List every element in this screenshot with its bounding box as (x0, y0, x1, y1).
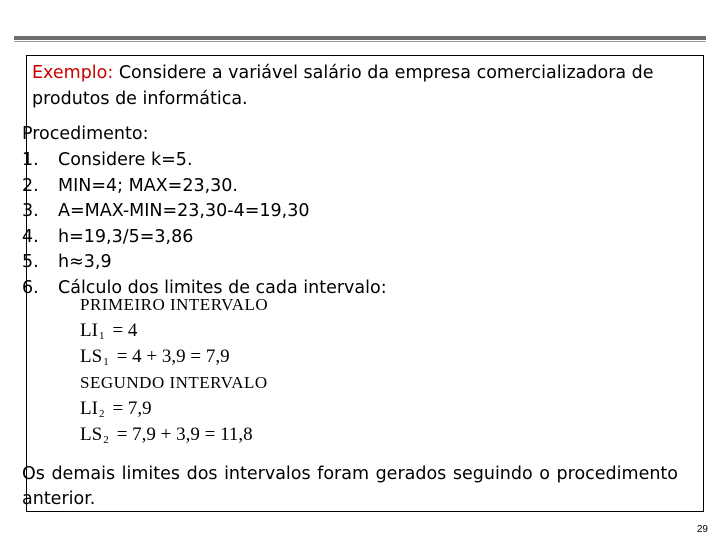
step-number: 6. (22, 277, 39, 298)
example-label: Exemplo: (32, 63, 114, 83)
li2-label: LI (80, 398, 98, 419)
second-interval-heading: SEGUNDO INTERVALO (80, 373, 268, 392)
step-item (22, 225, 387, 251)
li1-expression: = 4 (112, 320, 138, 341)
ls2-label: LS (80, 424, 103, 445)
ls1-expression: = 4 + 3,9 = 7,9 (116, 346, 230, 367)
ls2-subscript: 2 (103, 434, 109, 446)
step-item (22, 199, 387, 225)
example-box (28, 57, 684, 113)
li2-equation (80, 396, 268, 422)
ls2-equation (80, 422, 268, 448)
li1-label: LI (80, 320, 98, 341)
example-text: Considere a variável salário da empresa comercializadora de produtos de informática. (32, 63, 654, 109)
closing-text: Os demais limites dos intervalos foram gerados seguindo o procedimento anterior. (22, 464, 678, 509)
ls1-subscript: 1 (103, 356, 109, 368)
top-rule-thin (14, 41, 706, 42)
first-interval-heading: PRIMEIRO INTERVALO (80, 295, 269, 314)
step-number: 5. (22, 252, 39, 272)
step-text: h≈3,9 (58, 252, 112, 272)
step-item (22, 174, 387, 200)
step-item (22, 148, 387, 174)
step-text: MIN=4; MAX=23,30. (58, 175, 238, 196)
li1-subscript: 1 (98, 330, 105, 342)
example-statement (32, 60, 684, 112)
step-text: Considere k=5. (58, 150, 193, 170)
step-text: Cálculo dos limites de cada intervalo: (58, 277, 387, 298)
step-number: 4. (22, 226, 39, 247)
top-rule (14, 36, 706, 40)
procedure-steps (22, 148, 387, 301)
step-item (22, 250, 387, 276)
ls1-label: LS (80, 346, 103, 367)
li2-expression: = 7,9 (112, 398, 152, 419)
procedure-title: Procedimento: (22, 124, 149, 144)
step-text: h=19,3/5=3,86 (58, 226, 194, 247)
ls1-equation (80, 344, 268, 370)
page-number: 29 (696, 524, 708, 535)
li2-subscript: 2 (98, 408, 105, 420)
ls2-expression: = 7,9 + 3,9 = 11,8 (116, 424, 253, 445)
interval-calculations (80, 292, 268, 448)
li1-equation (80, 318, 268, 344)
step-number: 2. (22, 175, 39, 196)
step-text: A=MAX-MIN=23,30-4=19,30 (58, 201, 310, 221)
step-number: 1. (22, 150, 39, 170)
step-number: 3. (22, 201, 39, 221)
